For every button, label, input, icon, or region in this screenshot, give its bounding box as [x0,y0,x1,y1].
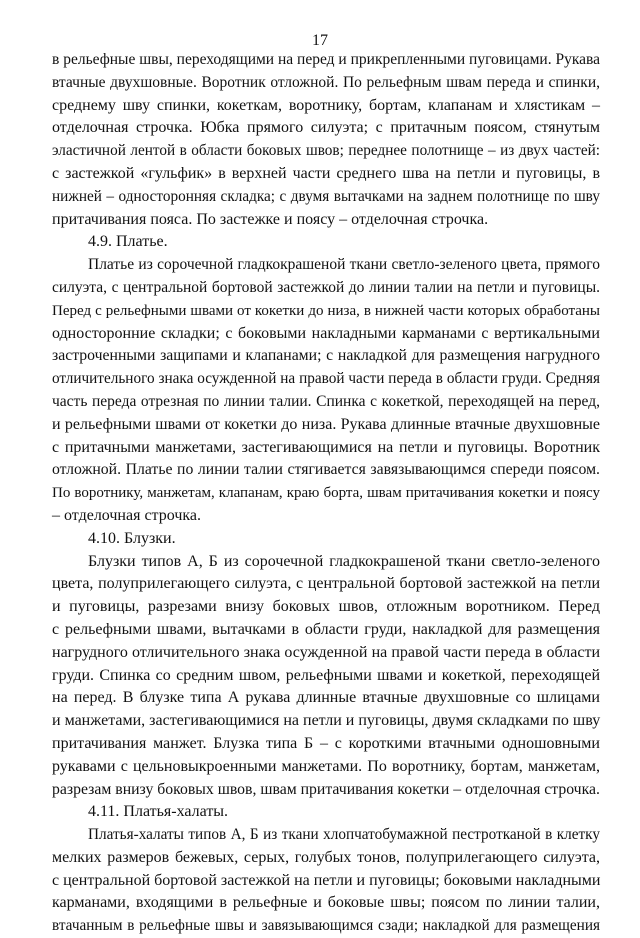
text-line: По воротнику, манжетам, клапанам, краю борта, швам притачивания кокетки и поясу [52,485,600,502]
text-line: с притачными манжетами, застегивающимися на петли и пуговицы. Воротник [52,438,600,456]
text-line: втачанным в рельефные швы и завязывающимся сзади; накладкой для размещения [52,917,600,935]
text-line: карманами, входящими в рельефные и боковые швы; поясом по линии талии, [52,894,600,912]
text-line: часть переда отрезная по линии талии. Спинка с кокеткой, переходящей на перед, [52,392,600,410]
text-line: односторонние складки; с боковыми накладными карманами с вертикальными [52,324,600,342]
text-line: втачные двухшовные. Воротник отложной. По рельефным швам переда и спинки, [52,73,600,91]
text-line: отделочная строчка. Юбка прямого силуэта; с притачным поясом, стянутым [52,119,600,137]
text-line: эластичной лентой в области боковых швов; переднее полотнище – из двух частей: [52,142,600,160]
text-line: отложной. Платье по линии талии стягивается завязывающимся спереди поясом. [52,461,600,479]
text-line: и манжетами, застегивающимися на петли и пуговицы, двумя складками по шву [52,712,601,730]
text-line: отличительного знака осужденной на правой части переда в области груди. Средняя [52,370,600,388]
text-line: рукавами с цельновыкроенными манжетами. По воротнику, бортам, манжетам, [52,757,600,775]
text-line: и пуговицы, разрезами внизу боковых швов, отложным воротником. Перед [52,598,600,616]
document-body [52,49,600,938]
text-line: с застежкой «гульфик» в верхней части среднего шва на петли и пуговицы, в [52,164,600,182]
section-heading: 4.11. Платья-халаты. [88,803,229,821]
text-line: Платья-халаты типов А, Б из ткани хлопчатобумажной пестротканой в клетку [88,826,600,844]
text-line: Платье из сорочечной гладкокрашеной ткани светло-зеленого цвета, прямого [88,256,600,274]
text-line: с рельефными швами, вытачками в области груди, накладкой для размещения [52,620,600,638]
text-line: нижней – односторонняя складка; с двумя вытачками на заднем полотнище по шву [52,187,600,205]
text-line: в рельефные швы, переходящими на перед и прикрепленными пуговицами. Рукава [52,51,600,68]
text-line: притачивания пояса. По застежке и поясу – отделочная строчка. [52,210,489,228]
text-line: на перед. В блузке типа А рукава длинные втачные двухшовные со шлицами [52,689,600,707]
text-line: Блузки типов А, Б из сорочечной гладкокрашеной ткани светло-зеленого [88,552,600,570]
text-line: разрезам внизу боковых швов, швам притачивания кокетки – отделочная строчка. [52,780,600,798]
text-line: мелких размеров бежевых, серых, голубых тонов, полуприлегающего силуэта, [52,848,600,866]
text-line: и рельефными швами от кокетки до низа. Рукава длинные втачные двухшовные [52,415,600,433]
text-line: среднему шву спинки, кокеткам, воротнику, бортам, клапанам и хлястикам – [52,96,600,114]
text-line: силуэта, с центральной бортовой застежкой до линии талии на петли и пуговицы. [52,278,600,296]
text-line: Перед с рельефными швами от кокетки до низа, в нижней части которых обработаны [52,302,600,319]
text-line: цвета, полуприлегающего силуэта, с центральной бортовой застежкой на петли [52,575,600,593]
text-line: – отделочная строчка. [52,506,202,524]
text-line: груди. Спинка со средним швом, рельефными швами и кокеткой, переходящей [52,666,600,684]
section-heading: 4.9. Платье. [88,233,168,251]
text-line: застроченными защипами и клапанами; с накладкой для размещения нагрудного [52,347,600,365]
section-heading: 4.10. Блузки. [88,529,176,547]
page-number: 17 [312,32,328,49]
text-line: нагрудного отличительного знака осужденной на правой части переда в области [52,643,600,661]
text-line: с центральной бортовой застежкой на петли и пуговицы; боковыми накладными [52,871,601,889]
text-line: притачивания манжет. Блузка типа Б – с короткими втачными одношовными [52,734,600,752]
